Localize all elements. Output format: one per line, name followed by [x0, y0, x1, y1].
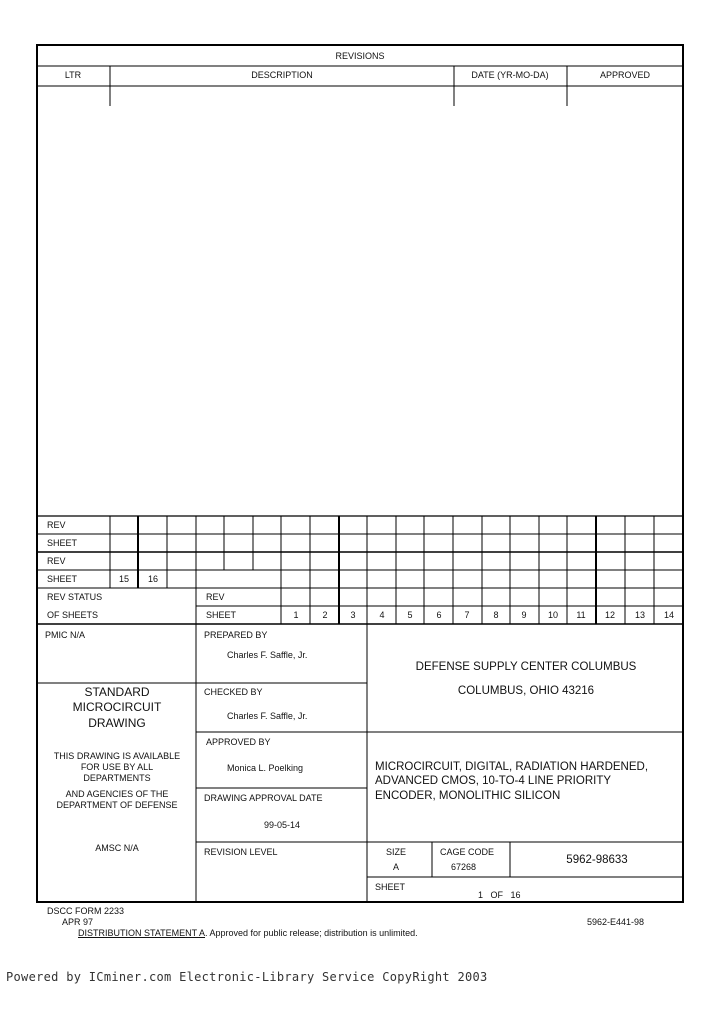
sheet-number: 14 — [663, 610, 675, 620]
size-label: SIZE — [386, 847, 407, 857]
agency-city: COLUMBUS, OHIO 43216 — [457, 685, 595, 697]
prepared-by-name: Charles F. Saffle, Jr. — [227, 650, 308, 660]
document-reference: 5962-E441-98 — [587, 917, 645, 927]
prepared-by-label: PREPARED BY — [204, 630, 268, 640]
checked-by-label: CHECKED BY — [204, 687, 263, 697]
col-date: DATE (YR-MO-DA) — [471, 70, 549, 80]
of-sheets-label: OF SHEETS — [47, 610, 99, 620]
sheet-number: 5 — [407, 610, 413, 620]
drawing-number: 5962-98633 — [566, 854, 628, 866]
distribution-label: DISTRIBUTION STATEMENT A — [78, 928, 206, 938]
sheet-label-1: SHEET — [47, 538, 78, 548]
cage-code-label: CAGE CODE — [440, 847, 495, 857]
amsc-label: AMSC N/A — [95, 843, 139, 853]
sheet-label-3: SHEET — [206, 610, 237, 620]
approval-date-label: DRAWING APPROVAL DATE — [204, 793, 323, 803]
sheet-number: 4 — [379, 610, 385, 620]
size-value: A — [393, 862, 400, 872]
sheet-number: 12 — [604, 610, 616, 620]
rev-status-label: REV STATUS — [47, 592, 103, 602]
distribution-text: . Approved for public release; distribution is unlimited. — [205, 928, 418, 938]
approved-by-name: Monica L. Poelking — [227, 763, 304, 773]
rev-label-2: REV — [47, 556, 66, 566]
sheet-number: 13 — [634, 610, 646, 620]
standard-title-2: MICROCIRCUIT — [72, 700, 162, 714]
col-description: DESCRIPTION — [251, 70, 313, 80]
pmic-label: PMIC N/A — [45, 630, 86, 640]
rev-label-1: REV — [47, 520, 66, 530]
form-date: APR 97 — [62, 917, 94, 927]
cage-code-value: 67268 — [451, 862, 477, 872]
distribution-statement — [78, 928, 418, 939]
sheet-number: 8 — [493, 610, 499, 620]
col-approved: APPROVED — [599, 70, 651, 80]
standard-title-3: DRAWING — [88, 716, 146, 730]
revision-level-label: REVISION LEVEL — [204, 847, 278, 857]
part-title-line-3: ENCODER, MONOLITHIC SILICON — [375, 790, 561, 802]
sheet-number: 11 — [576, 610, 586, 620]
agencies-line-2: DEPARTMENT OF DEFENSE — [56, 800, 178, 810]
checked-by-name: Charles F. Saffle, Jr. — [227, 711, 308, 721]
col-ltr: LTR — [64, 70, 82, 80]
availability-line-3: DEPARTMENTS — [83, 773, 151, 783]
copyright-footer: Powered by ICminer.com Electronic-Library Service CopyRight 2003 — [6, 970, 488, 984]
agency-name: DEFENSE SUPPLY CENTER COLUMBUS — [415, 661, 637, 673]
sheet-number: 15 — [118, 574, 130, 584]
revisions-title: REVISIONS — [335, 51, 385, 61]
part-title-line-1: MICROCIRCUIT, DIGITAL, RADIATION HARDENED, — [375, 761, 649, 773]
availability-line-2: FOR USE BY ALL — [80, 762, 154, 772]
approved-by-label: APPROVED BY — [206, 737, 271, 747]
sheet-number: 1 — [293, 610, 299, 620]
sheet-label-2: SHEET — [47, 574, 78, 584]
standard-title-1: STANDARD — [84, 685, 150, 699]
availability-line-1: THIS DRAWING IS AVAILABLE — [53, 751, 181, 761]
part-title-line-2: ADVANCED CMOS, 10-TO-4 LINE PRIORITY — [375, 775, 612, 787]
sheet-number: 7 — [464, 610, 470, 620]
rev-label-3: REV — [206, 592, 225, 602]
sheet-number: 6 — [436, 610, 442, 620]
sheet-number: 2 — [322, 610, 328, 620]
sheet-label: SHEET — [375, 882, 406, 892]
sheet-number: 3 — [350, 610, 356, 620]
sheet-of: 1 OF 16 — [478, 890, 521, 900]
sheet-number: 16 — [147, 574, 159, 584]
sheet-number: 10 — [547, 610, 559, 620]
agencies-line-1: AND AGENCIES OF THE — [65, 789, 169, 799]
approval-date: 99-05-14 — [264, 820, 301, 830]
sheet-number: 9 — [521, 610, 527, 620]
form-number: DSCC FORM 2233 — [47, 906, 125, 916]
